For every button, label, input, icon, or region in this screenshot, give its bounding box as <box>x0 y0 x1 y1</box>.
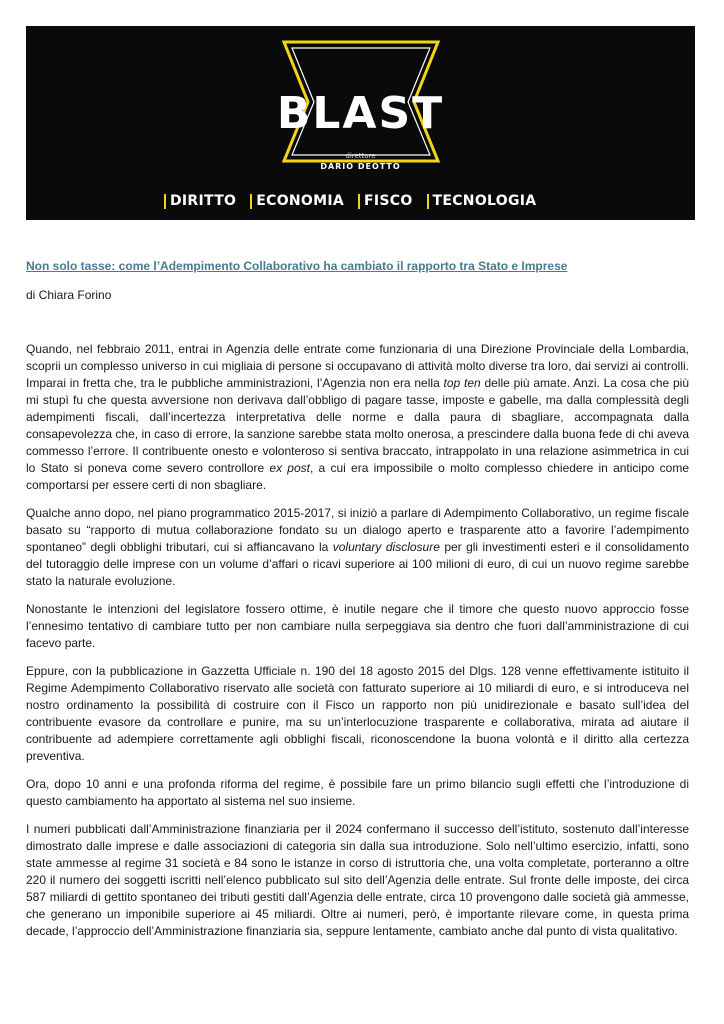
logo-wordmark: BLAST <box>276 88 445 139</box>
article-title-link[interactable]: Non solo tasse: come l’Adempimento Collaborativo ha cambiato il rapporto tra Stato e Imprese <box>26 259 568 273</box>
nav-diritto[interactable] <box>164 193 236 209</box>
paragraph-text: per gli investimenti esteri e il consolidamento del tutoraggio delle imprese con un volume d’affari o ricavi superiore ai 100 milioni di euro, di cui un nuovo regime sarebbe stato la naturale evoluzione. <box>26 540 690 588</box>
paragraph-text: Quando, nel febbraio 2011, entrai in Agenzia delle entrate come funzionaria di una Direzione Provinciale della Lombardia, scoprii un complesso universo in cui migliaia di persone si occupavano di attività molto diverse tra loro, dai servizi ai controlli. Imparai in fretta che, tra le pubbliche amministrazioni, l’Agenzia non era nella <box>26 342 689 390</box>
director-label: direttore <box>345 152 376 160</box>
article-author: di Chiara Forino <box>26 288 112 302</box>
nav-label: FISCO <box>363 193 413 209</box>
paragraph-text: , a cui era impossibile o molto complesso chiedere in anticipo come comportarsi per essere certi di non sbagliare. <box>26 461 689 492</box>
nav-label: DIRITTO <box>170 193 237 209</box>
nav-fisco[interactable] <box>358 193 413 209</box>
article-paragraph <box>26 821 689 940</box>
italic-text: voluntary disclosure <box>332 540 440 554</box>
article-body <box>26 341 689 951</box>
director-name: DARIO DEOTTO <box>320 162 401 171</box>
nav-tecnologia[interactable] <box>427 193 537 209</box>
category-nav <box>164 191 536 211</box>
article-paragraph <box>26 505 689 590</box>
nav-label: TECNOLOGIA <box>432 193 537 209</box>
italic-text: ex post <box>269 461 310 475</box>
nav-label: ECONOMIA <box>256 193 344 209</box>
paragraph-text: Eppure, con la pubblicazione in Gazzetta Ufficiale n. 190 del 18 agosto 2015 del Dlgs. 128 venne effettivamente istituito il Regime Adempimento Collaborativo riservato alle società con fatturato superiore ai 10 miliardi di euro, e si introduceva nel nostro ordinamento la possibilità di costruire con il Fisco un rapporto non più unidirezionale e basato sull’idea del contribuente evasore da controllare e punire, ma su un’interlocuzione trasparente e collaborativa, mirata ad aiutare il contribuente ad adempiere correttamente agli obblighi fiscali, riconoscendone la buona volontà e il diritto alla certezza preventiva. <box>26 664 689 763</box>
article-paragraph <box>26 341 689 494</box>
header-banner <box>26 26 695 220</box>
paragraph-text: Nonostante le intenzioni del legislatore fossero ottime, è inutile negare che il timore che questo nuovo approccio fosse l’ennesimo tentativo di cambiare tutto per non cambiare nulla serpeggiava sia dentro che fuori dall’amministrazione di cui facevo parte. <box>26 602 689 650</box>
article-paragraph <box>26 776 689 810</box>
paragraph-text: Qualche anno dopo, nel piano programmatico 2015-2017, si iniziò a parlare di Adempimento Collaborativo, un regime fiscale basato su “rapporto di mutua collaborazione fondato su un dialogo aperto e trasparente atto a favorire l’adempimento spontaneo” degli obblighi tributari, cui si affiancavano la <box>26 506 689 554</box>
italic-text: top ten <box>443 376 481 390</box>
nav-economia[interactable] <box>250 193 344 209</box>
paragraph-text: Ora, dopo 10 anni e una profonda riforma del regime, è possibile fare un primo bilancio sugli effetti che l’introduzione di questo cambiamento ha apportato al sistema nel suo insieme. <box>26 777 689 808</box>
article-paragraph <box>26 601 689 652</box>
paragraph-text: I numeri pubblicati dall’Amministrazione finanziaria per il 2024 confermano il successo dell’istituto, sostenuto dall’interesse dimostrato dalle imprese e dalle associazioni di categoria sin dalla sua introduzione. Solo nell’ultimo esercizio, infatti, sono state ammesse al regime 31 società e 84 sono le istanze in corso di istruttoria che, una volta completate, porteranno a oltre 220 il numero dei soggetti iscritti nell’elenco pubblicato sul sito dell’Agenzia delle entrate. Sul fronte delle imposte, dei circa 587 miliardi di gettito spontaneo dei tributi gestiti dall’Agenzia delle entrate, circa 10 provengono dalle società già ammesse, che generano un imponibile superiore ai 45 miliardi. Oltre ai numeri, però, è importante rilevare come, in questa prima decade, l’approccio dell’Amministrazione finanziaria sia, seppure lentamente, cambiato anche dal punto di vista qualitativo. <box>26 822 689 938</box>
paragraph-text: delle più amate. Anzi. La cosa che più mi stupì fu che questa avversione non derivava dall’obbligo di pagare tasse, imposte e gabelle, ma dalla complessità degli adempimenti fiscali, dall’incertezza interpretativa delle norme e dalla paura di sbagliare, accompagnata dalla consapevolezza che, in caso di errore, la sanzione sarebbe stata molto onerosa, a prescindere dalla buona fede di chi aveva commesso l’errore. Il contribuente onesto e volonteroso si sentiva braccato, intrappolato in una relazione asimmetrica in cui lo Stato si poneva come severo controllore <box>26 376 690 475</box>
article-paragraph <box>26 663 689 765</box>
